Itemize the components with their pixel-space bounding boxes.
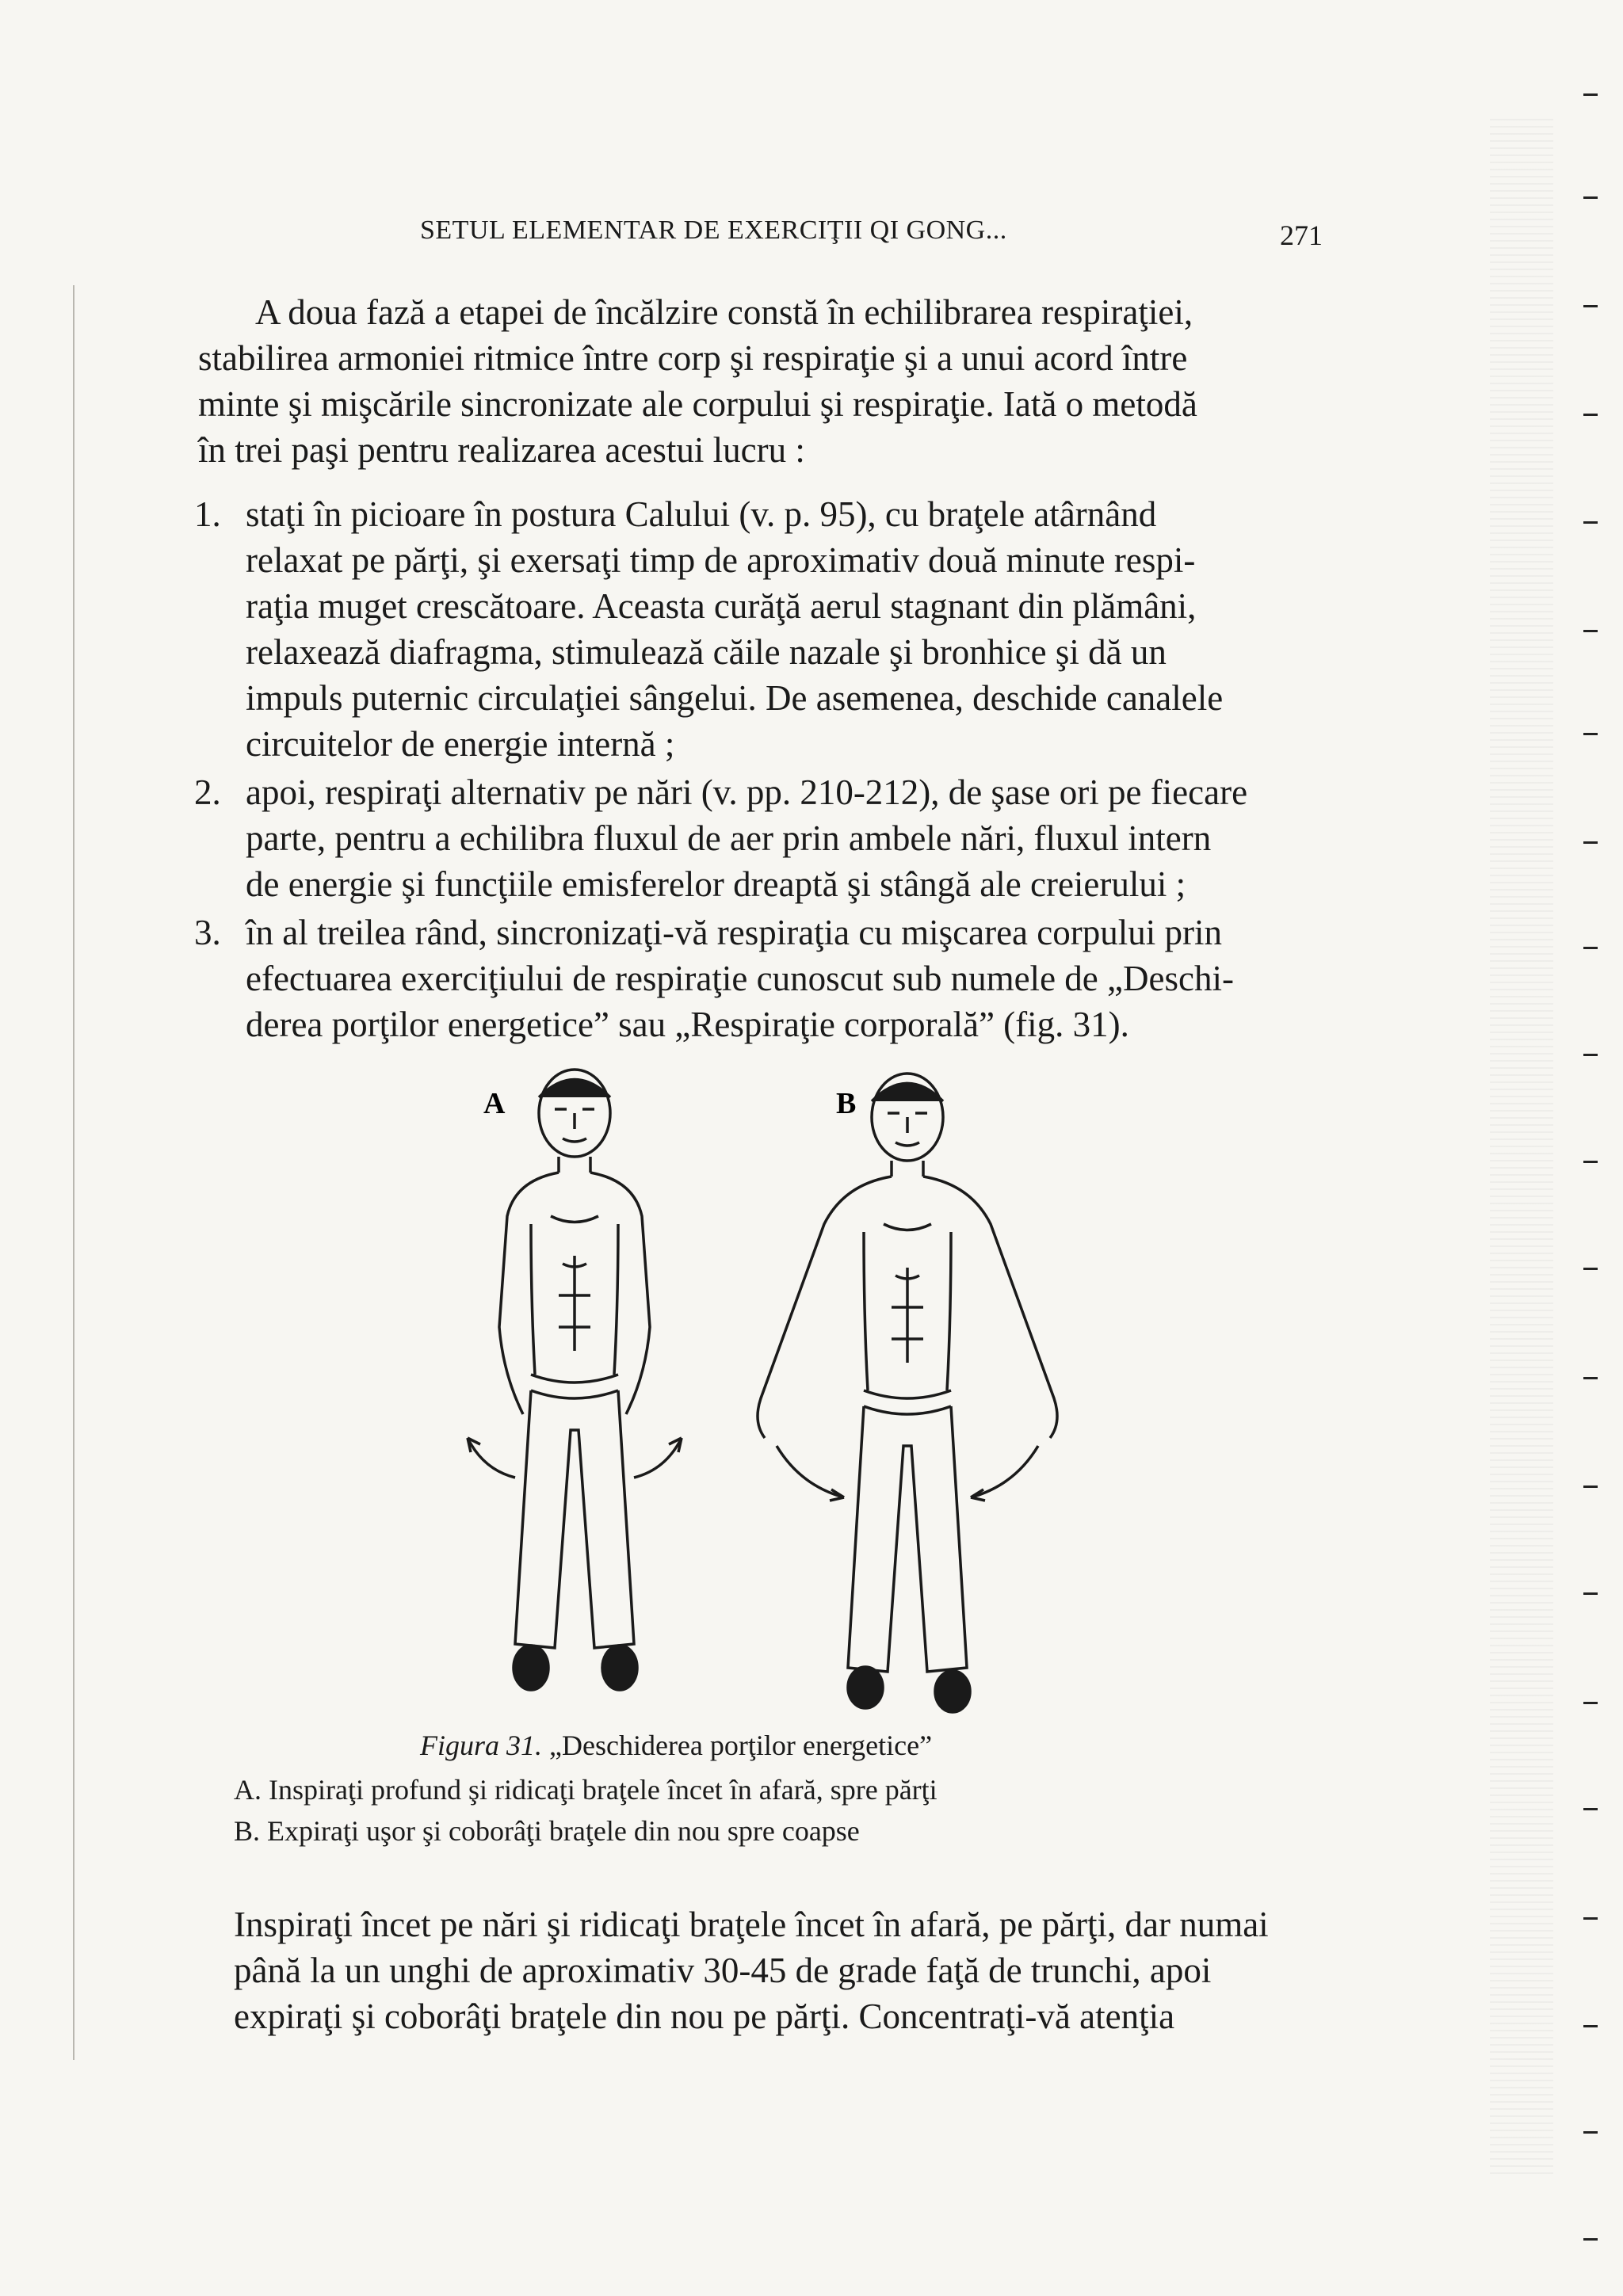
figure-caption-name: „Deschiderea porţilor energetice” <box>549 1730 933 1761</box>
margin-mark <box>1583 2238 1598 2241</box>
scan-edge-line <box>73 285 74 2060</box>
bottom-line: expiraţi şi coborâţi braţele din nou pe părţi. Concentraţi-vă atenţia <box>234 1997 1175 2036</box>
margin-mark <box>1583 414 1598 416</box>
intro-line: A doua fază a etapei de încălzire constă în echilibrarea respiraţiei, <box>255 292 1193 332</box>
margin-mark <box>1583 947 1598 949</box>
margin-mark <box>1583 1377 1598 1379</box>
margin-mark <box>1583 841 1598 844</box>
breathing-figures <box>412 1066 1078 1715</box>
figure-caption-a: A. Inspiraţi profund şi ridicaţi braţele încet în afară, spre părţi <box>234 1774 938 1806</box>
margin-mark <box>1583 1808 1598 1810</box>
step-item <box>194 910 1335 1047</box>
step-item <box>194 491 1335 767</box>
figure-label-a: A <box>483 1087 506 1120</box>
step-line: relaxează diafragma, stimulează căile nazale şi bronhice şi dă un <box>246 632 1167 672</box>
margin-mark <box>1583 305 1598 307</box>
step-number: 2. <box>194 772 221 812</box>
margin-mark <box>1583 1917 1598 1920</box>
step-line: parte, pentru a echilibra fluxul de aer prin ambele nări, fluxul intern <box>246 818 1212 858</box>
bottom-paragraph <box>234 1901 1331 2039</box>
step-line: în al treilea rând, sincronizaţi-vă respiraţia cu mişcarea corpului prin <box>246 913 1222 952</box>
step-line: derea porţilor energetice” sau „Respiraţie corporală” (fig. 31). <box>246 1005 1129 1044</box>
margin-mark <box>1583 630 1598 632</box>
step-number: 3. <box>194 913 221 952</box>
margin-mark <box>1583 1592 1598 1595</box>
step-line: efectuarea exerciţiului de respiraţie cunoscut sub numele de „Deschi- <box>246 959 1234 998</box>
bottom-line: Inspiraţi încet pe nări şi ridicaţi braţele încet în afară, pe părţi, dar numai <box>234 1905 1269 1944</box>
scan-margin-marks <box>1583 0 1607 2296</box>
step-number: 1. <box>194 494 221 534</box>
step-line: staţi în picioare în postura Calului (v. p. 95), cu braţele atârnând <box>246 494 1157 534</box>
margin-mark <box>1583 1268 1598 1270</box>
step-line: impuls puternic circulaţiei sângelui. De asemenea, deschide canalele <box>246 678 1224 718</box>
margin-mark <box>1583 733 1598 735</box>
step-line: de energie şi funcţiile emisferelor dreaptă şi stângă ale creierului ; <box>246 864 1186 904</box>
margin-mark <box>1583 93 1598 96</box>
margin-mark <box>1583 1486 1598 1488</box>
intro-line: minte şi mişcările sincronizate ale corpului şi respiraţie. Iată o metodă <box>198 384 1197 424</box>
figure-caption-prefix: Figura 31. <box>420 1730 543 1761</box>
figure-caption-b: B. Expiraţi uşor şi coborâţi braţele din nou spre coapse <box>234 1815 860 1847</box>
figure-caption-title <box>420 1729 1133 1762</box>
step-line: raţia muget crescătoare. Aceasta curăţă aerul stagnant din plămâni, <box>246 586 1197 626</box>
margin-mark <box>1583 521 1598 524</box>
step-item <box>194 769 1335 907</box>
margin-mark <box>1583 196 1598 199</box>
figure-31-illustration <box>412 1066 1078 1715</box>
margin-mark <box>1583 1161 1598 1163</box>
figure-label-b: B <box>836 1087 857 1120</box>
intro-paragraph <box>198 289 1331 473</box>
numbered-steps <box>194 491 1335 1050</box>
step-line: apoi, respiraţi alternativ pe nări (v. pp. 210-212), de şase ori pe fiecare <box>246 772 1248 812</box>
figure-b-person <box>758 1074 1057 1712</box>
intro-line: în trei paşi pentru realizarea acestui lucru : <box>198 430 805 470</box>
margin-mark <box>1583 2131 1598 2134</box>
running-head: SETUL ELEMENTAR DE EXERCIŢII QI GONG... <box>420 215 1007 245</box>
step-line: circuitelor de energie internă ; <box>246 724 675 764</box>
margin-mark <box>1583 2025 1598 2027</box>
figure-a-person <box>468 1070 682 1690</box>
step-line: relaxat pe părţi, şi exersaţi timp de aproximativ două minute respi- <box>246 540 1196 580</box>
page-number: 271 <box>1280 219 1323 251</box>
bottom-line: până la un unghi de aproximativ 30-45 de grade faţă de trunchi, apoi <box>234 1951 1212 1990</box>
margin-mark <box>1583 1702 1598 1704</box>
margin-mark <box>1583 1054 1598 1056</box>
scan-margin-noise <box>1490 119 1553 2179</box>
intro-line: stabilirea armoniei ritmice între corp şi respiraţie şi a unui acord între <box>198 338 1188 378</box>
